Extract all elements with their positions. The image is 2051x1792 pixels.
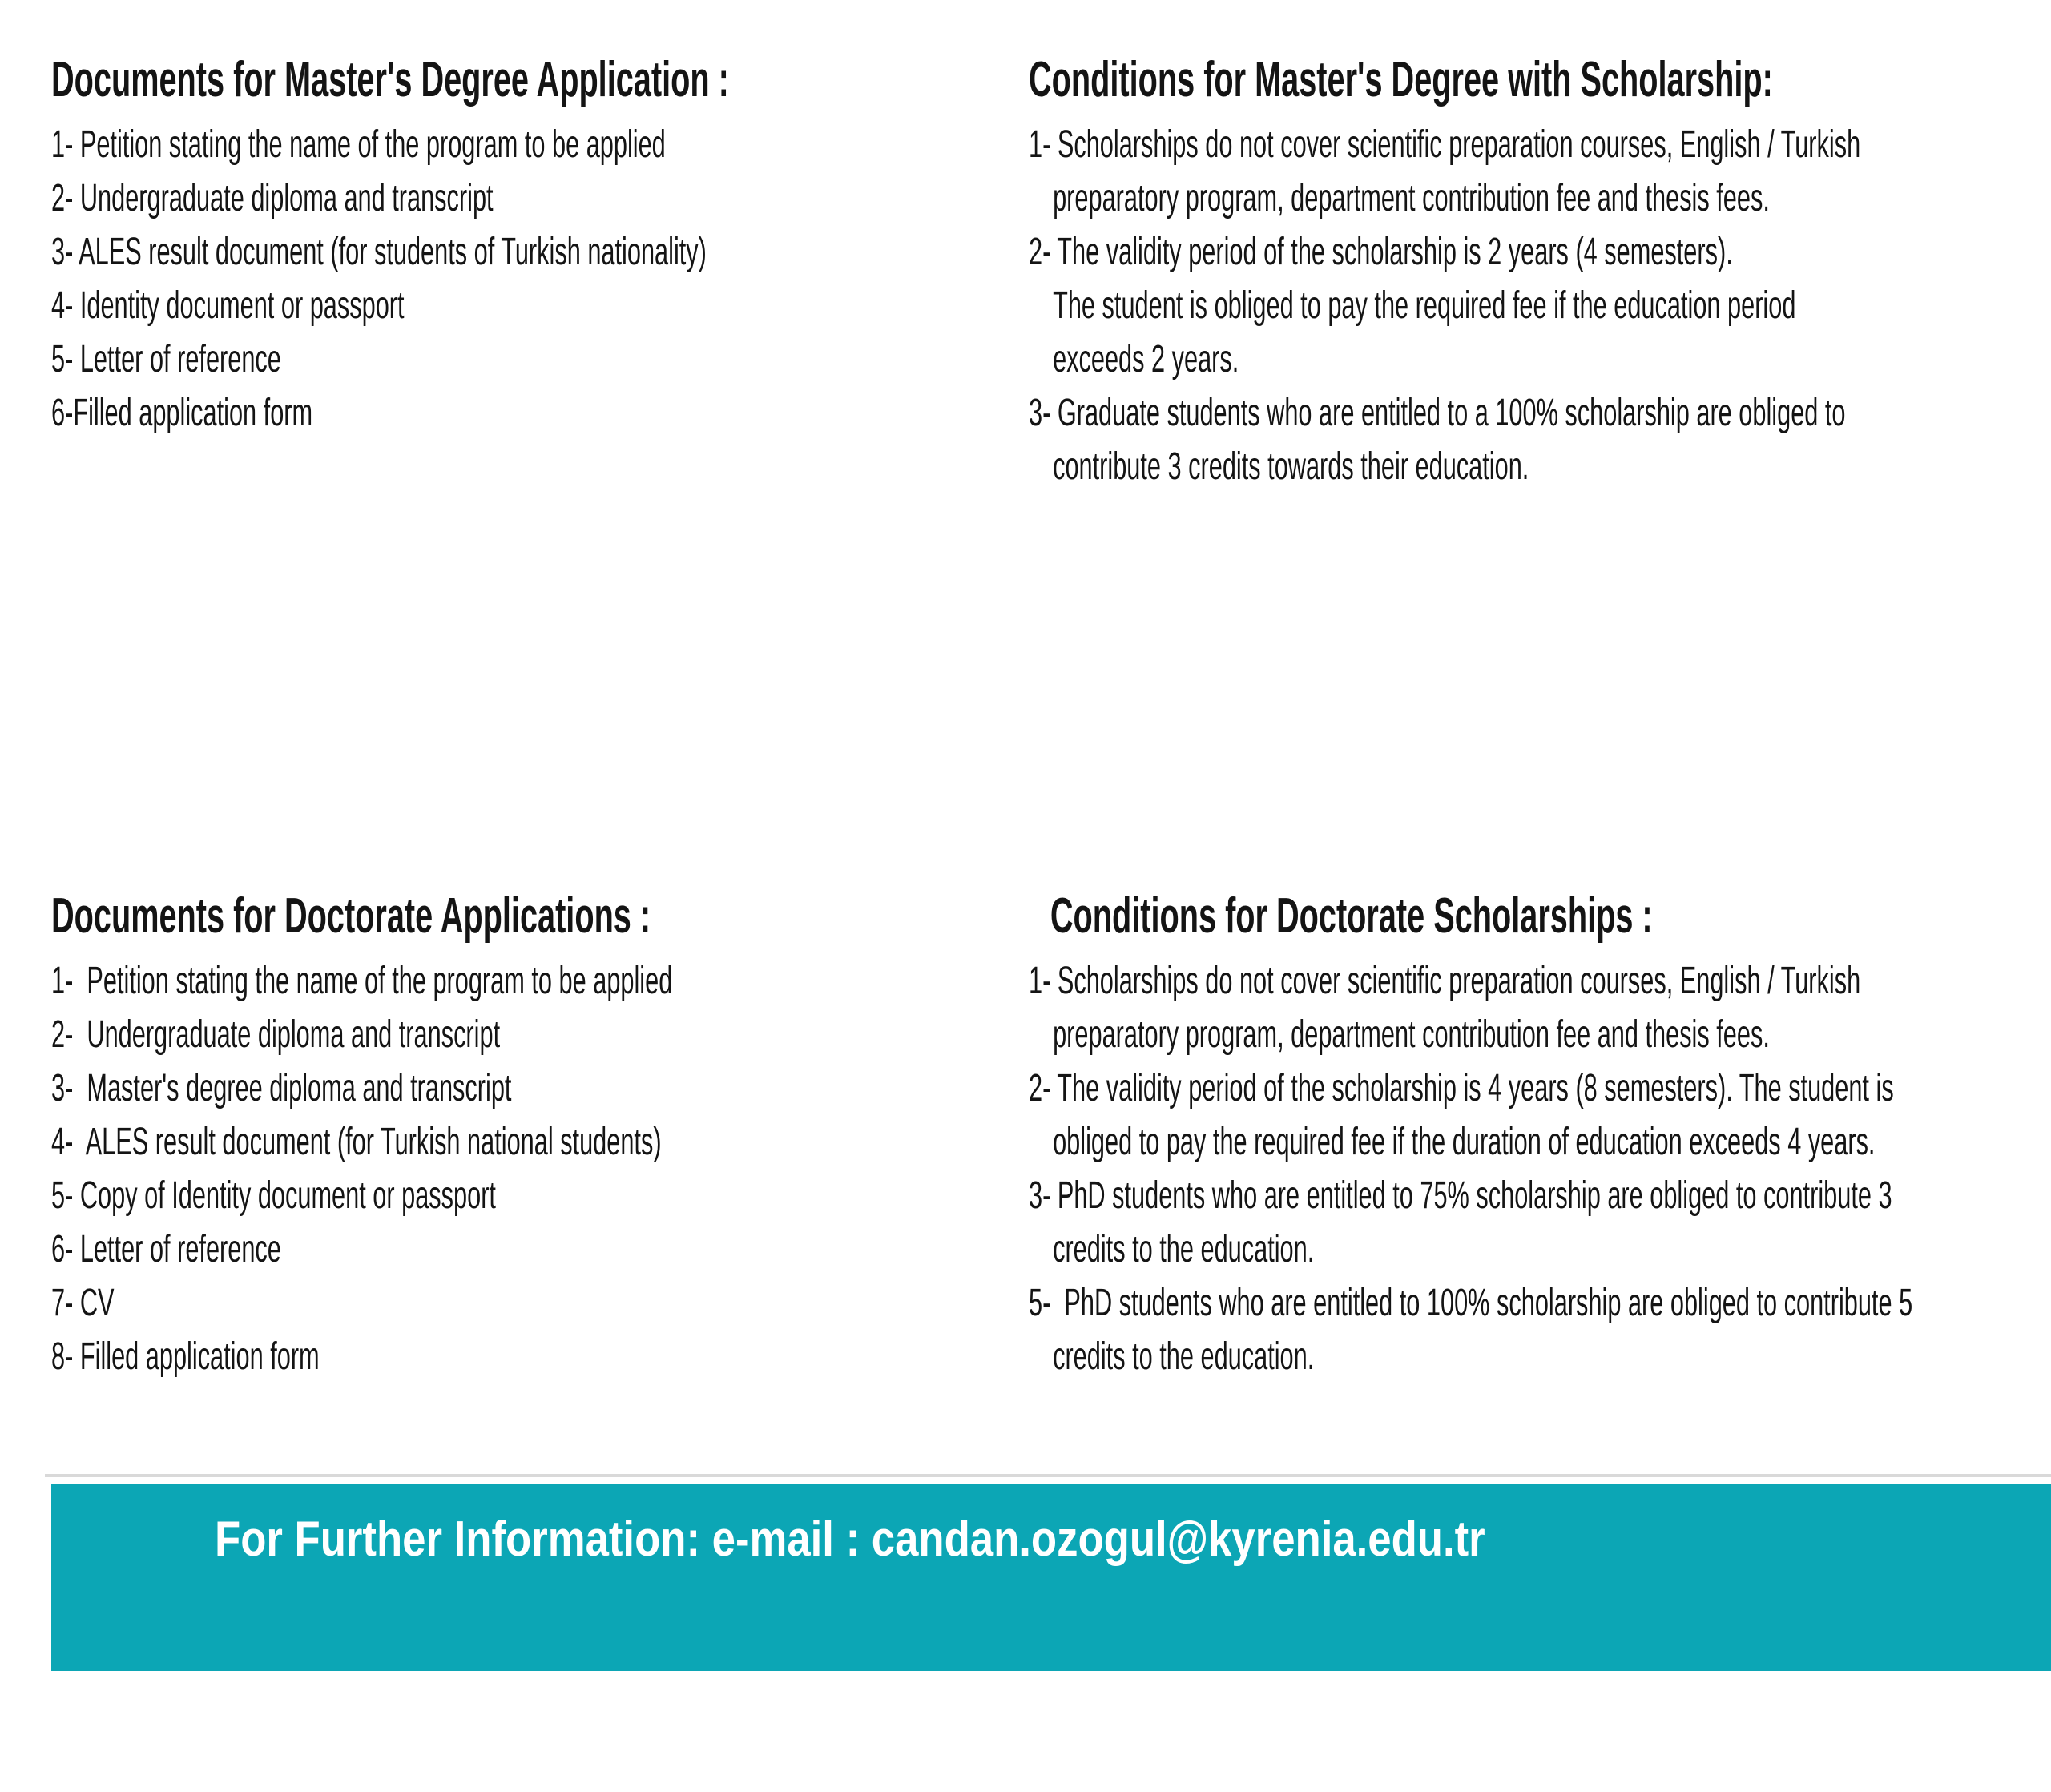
list-item: 2- The validity period of the scholarship is 4 years (8 semesters). The student is <box>1029 1067 1894 1109</box>
list-item: 2- The validity period of the scholarship is 2 years (4 semesters). <box>1029 231 1733 273</box>
phone-number-primary: Tel :+90 5 33 862 27 86 <box>480 1663 1017 1730</box>
list-item: 1- Scholarships do not cover scientific preparation courses, English / Turkish <box>1029 960 1861 1002</box>
list-item: 6- Letter of reference <box>51 1228 281 1271</box>
section-title: Documents for Doctorate Applications : <box>51 888 651 944</box>
masters-documents-list <box>51 118 729 440</box>
list-item: 6-Filled application form <box>51 392 313 434</box>
doctorate-conditions-list <box>1029 954 1912 1383</box>
list-item-continuation: contribute 3 credits towards their education. <box>1053 445 1529 488</box>
list-item: 2- Undergraduate diploma and transcript <box>51 1013 501 1056</box>
list-item-continuation: credits to the education. <box>1053 1335 1315 1378</box>
list-item: 4- ALES result document (for Turkish national students) <box>51 1121 662 1163</box>
phone-number-secondary: +90 533 459 88 17 <box>1090 1663 1513 1730</box>
section-title: Conditions for Master's Degree with Scholarship: <box>1029 52 1773 107</box>
section-masters-documents <box>51 50 1110 440</box>
list-item: 3- ALES result document (for students of Turkish nationality) <box>51 231 707 273</box>
section-title: Conditions for Doctorate Scholarships : <box>1050 888 1653 944</box>
section-doctorate-conditions <box>1029 886 2051 1383</box>
list-item: 3- Graduate students who are entitled to a 100% scholarship are obliged to <box>1029 392 1846 434</box>
contact-phones <box>425 1603 1513 1790</box>
list-item: 1- Petition stating the name of the program to be applied <box>51 123 666 166</box>
contact-email: For Further Information: e-mail : candan.ozogul@kyrenia.edu.tr <box>215 1512 1485 1567</box>
list-item: 3- Master's degree diploma and transcript <box>51 1067 512 1109</box>
list-item-continuation: credits to the education. <box>1053 1228 1315 1271</box>
list-item-continuation: preparatory program, department contribution fee and thesis fees. <box>1053 177 1770 219</box>
list-item: 3- PhD students who are entitled to 75% scholarship are obliged to contribute 3 <box>1029 1174 1892 1217</box>
list-item-continuation: exceeds 2 years. <box>1053 338 1239 381</box>
list-item-continuation: The student is obliged to pay the required fee if the education period <box>1053 284 1796 327</box>
list-item-continuation: obliged to pay the required fee if the duration of education exceeds 4 years. <box>1053 1121 1876 1163</box>
divider-line <box>45 1474 2051 1477</box>
section-title: Documents for Master's Degree Application : <box>51 52 729 107</box>
list-item: 1- Petition stating the name of the program to be applied <box>51 960 673 1002</box>
list-item: 5- Letter of reference <box>51 338 281 381</box>
list-item: 2- Undergraduate diploma and transcript <box>51 177 494 219</box>
list-item: 4- Identity document or passport <box>51 284 405 327</box>
doctorate-documents-list <box>51 954 672 1383</box>
list-item: 1- Scholarships do not cover scientific preparation courses, English / Turkish <box>1029 123 1861 166</box>
section-doctorate-documents <box>51 886 1021 1383</box>
section-masters-conditions <box>1029 50 2051 493</box>
contact-banner <box>51 1484 2051 1730</box>
list-item: 5- PhD students who are entitled to 100% scholarship are obliged to contribute 5 <box>1029 1282 1913 1324</box>
masters-conditions-list <box>1029 118 1860 493</box>
list-item: 7- CV <box>51 1282 115 1324</box>
list-item: 5- Copy of Identity document or passport <box>51 1174 496 1217</box>
list-item: 8- Filled application form <box>51 1335 320 1378</box>
list-item-continuation: preparatory program, department contribution fee and thesis fees. <box>1053 1013 1770 1056</box>
